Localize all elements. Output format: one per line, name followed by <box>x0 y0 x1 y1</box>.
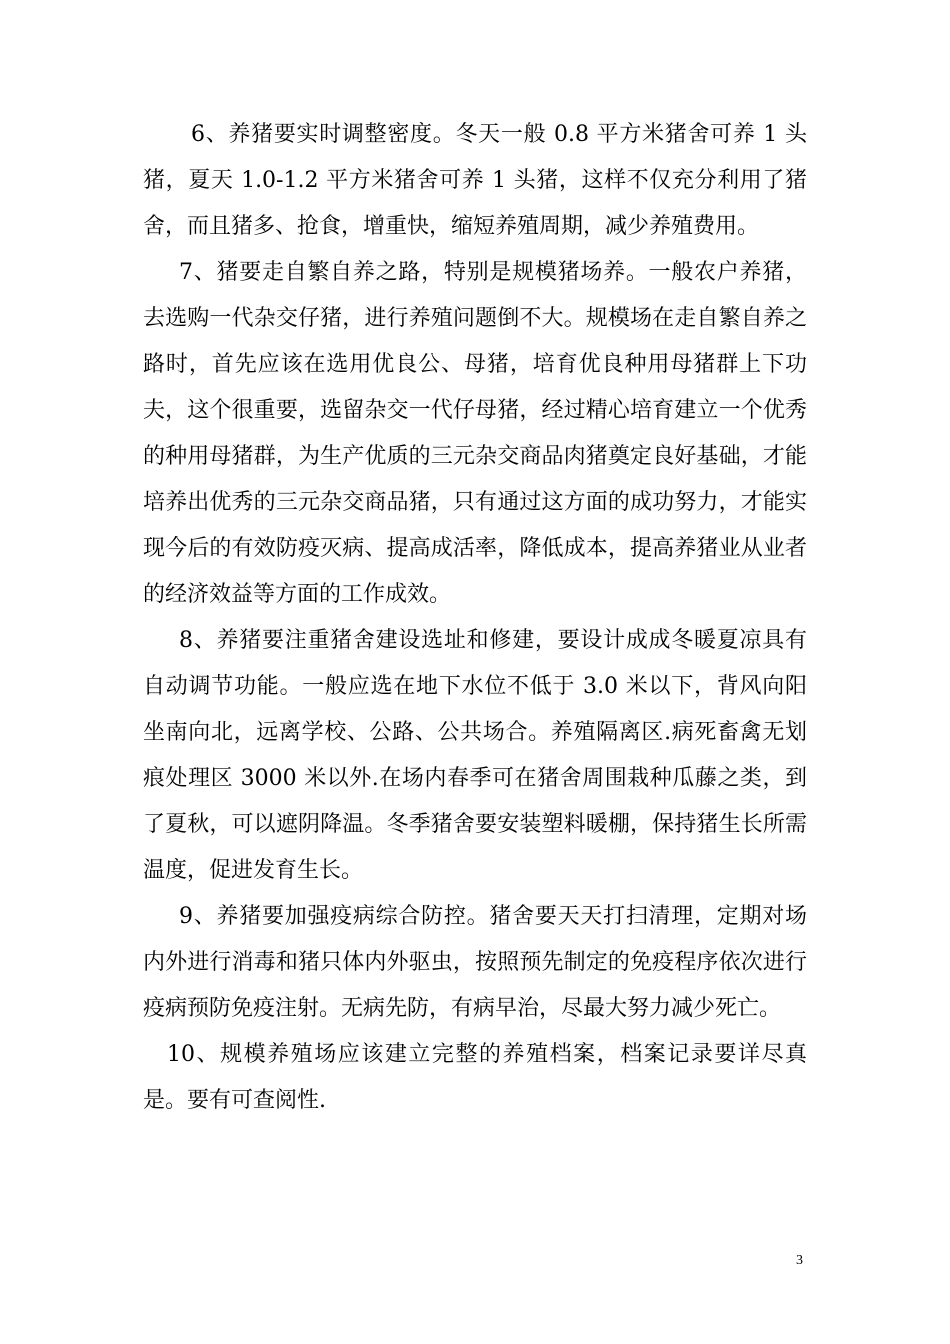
paragraph-8-pigsty-site: 8、养猪要注重猪舍建设选址和修建，要设计成成冬暖夏凉具有自动调节功能。一般应选在地下水位不低于 3.0 米以下，背风向阳坐南向北，远离学校、公路、公共场合。养殖隔离区.病死畜禽无划痕处理区 3000 米以外.在场内春季可在猪舍周围栽种瓜藤之类，到了夏秋，可以遮阴降温。冬季猪舍要安装塑料暖棚，保持猪生长所需温度，促进发育生长。 <box>143 628 807 883</box>
paragraph-10-records: 10、规模养殖场应该建立完整的养殖档案，档案记录要详尽真是。要有可查阅性. <box>143 1042 807 1113</box>
paragraph-7-self-breeding: 7、猪要走自繁自养之路，特别是规模猪场养。一般农户养猪，去选购一代杂交仔猪，进行养殖问题倒不大。规模场在走自繁自养之路时，首先应该在选用优良公、母猪，培育优良种用母猪群上下功夫，这个很重要，选留杂交一代仔母猪，经过精心培育建立一个优秀的种用母猪群，为生产优质的三元杂交商品肉猪奠定良好基础，才能培养出优秀的三元杂交商品猪，只有通过这方面的成功努力，才能实现今后的有效防疫灭病、提高成活率，降低成本，提高养猪业从业者的经济效益等方面的工作成效。 <box>143 260 807 607</box>
document-body <box>143 112 807 1124</box>
paragraph-9-disease-control: 9、养猪要加强疫病综合防控。猪舍要天天打扫清理，定期对场内外进行消毒和猪只体内外驱虫，按照预先制定的免疫程序依次进行疫病预防免疫注射。无病先防，有病早治，尽最大努力减少死亡。 <box>143 904 807 1021</box>
page-number: 3 <box>796 1253 803 1268</box>
paragraph-6-density: 6、养猪要实时调整密度。冬天一般 0.8 平方米猪舍可养 1 头猪，夏天 1.0-1.2 平方米猪舍可养 1 头猪，这样不仅充分利用了猪舍，而且猪多、抢食，增重快，缩短养殖周期，减少养殖费用。 <box>143 122 807 239</box>
